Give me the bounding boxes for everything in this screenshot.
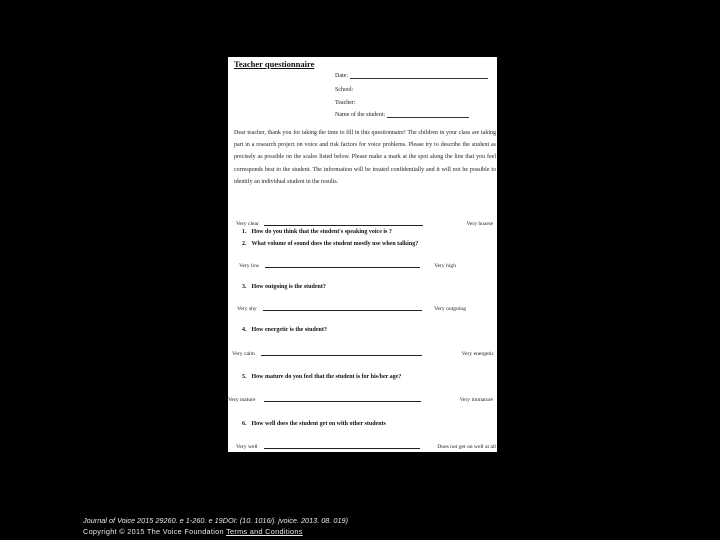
question-5 [242,374,401,380]
intro-paragraph: Dear teacher, thank you for taking the time to fill in this questionnaire! The children in your class are taking part in a research project on voice and risk factors for voice problems. Please try to describe the student as precisely as possible on the scales listed below. Please make a mark at the spot along the line that you feel corresponds best to the student. The information will be treated confidentially and it will not be possible to identify an individual student in the results. [234,130,496,185]
questionnaire-document [228,57,497,452]
scale-5[interactable] [228,397,493,404]
teacher-field [335,100,356,106]
question-2 [242,241,418,247]
scale-4[interactable] [232,351,494,358]
scale-right-label: Very energetic [461,351,494,357]
school-label: School: [335,87,354,93]
question-number: 3. [242,284,247,290]
date-field [335,73,488,79]
question-text: How do you think that the student's speaking voice is ? [251,229,392,235]
copyright-text: Copyright © 2015 The Voice Foundation [83,527,224,536]
scale-1[interactable] [236,221,493,228]
student-name-label: Name of the student: [335,112,386,118]
question-text: How mature do you feel that the student is for his/her age? [251,374,402,380]
scale-right-label: Does not get on well at all [437,444,496,450]
question-text: How outgoing is the student? [251,284,326,290]
scale-6[interactable] [236,444,496,451]
student-name-field [335,112,469,118]
scale-left-label: Very low [239,263,260,269]
scale-line[interactable] [264,225,423,226]
scale-right-label: Very hoarse [466,221,493,227]
question-6 [242,421,386,427]
scale-line[interactable] [263,310,422,311]
question-1 [242,229,392,235]
question-text: How energetic is the student? [251,327,327,333]
question-number: 4. [242,327,247,333]
question-number: 2. [242,241,247,247]
scale-left-label: Very clear [236,221,259,227]
scale-right-label: Very immature [459,397,493,403]
scale-left-label: Very well [236,444,258,450]
scale-line[interactable] [264,401,421,402]
date-label: Date: [335,73,348,79]
question-number: 5. [242,374,247,380]
copyright-line [83,527,303,536]
scale-left-label: Very mature [228,397,256,403]
question-text: What volume of sound does the student mostly use when talking? [251,241,419,247]
school-field [335,87,353,93]
scale-2[interactable] [239,263,456,270]
question-4 [242,327,327,333]
question-text: How well does the student get on with other students [251,421,386,427]
date-line [350,73,488,79]
scale-3[interactable] [237,306,466,313]
scale-line[interactable] [264,448,420,449]
teacher-label: Teacher: [335,100,356,106]
scale-line[interactable] [261,355,422,356]
terms-and-conditions-link[interactable]: Terms and Conditions [226,527,303,536]
document-title: Teacher questionnaire [234,59,315,69]
scale-line[interactable] [265,267,420,268]
journal-citation: Journal of Voice 2015 29260. e 1-260. e 19DOI: (10. 1016/j. jvoice. 2013. 08. 019) [83,516,349,525]
question-3 [242,284,326,290]
scale-left-label: Very shy [237,306,257,312]
scale-right-label: Very high [434,263,456,269]
question-number: 6. [242,421,247,427]
scale-right-label: Very outgoing [434,306,466,312]
question-number: 1. [242,229,247,235]
scale-left-label: Very calm [232,351,255,357]
student-name-line [387,112,469,118]
